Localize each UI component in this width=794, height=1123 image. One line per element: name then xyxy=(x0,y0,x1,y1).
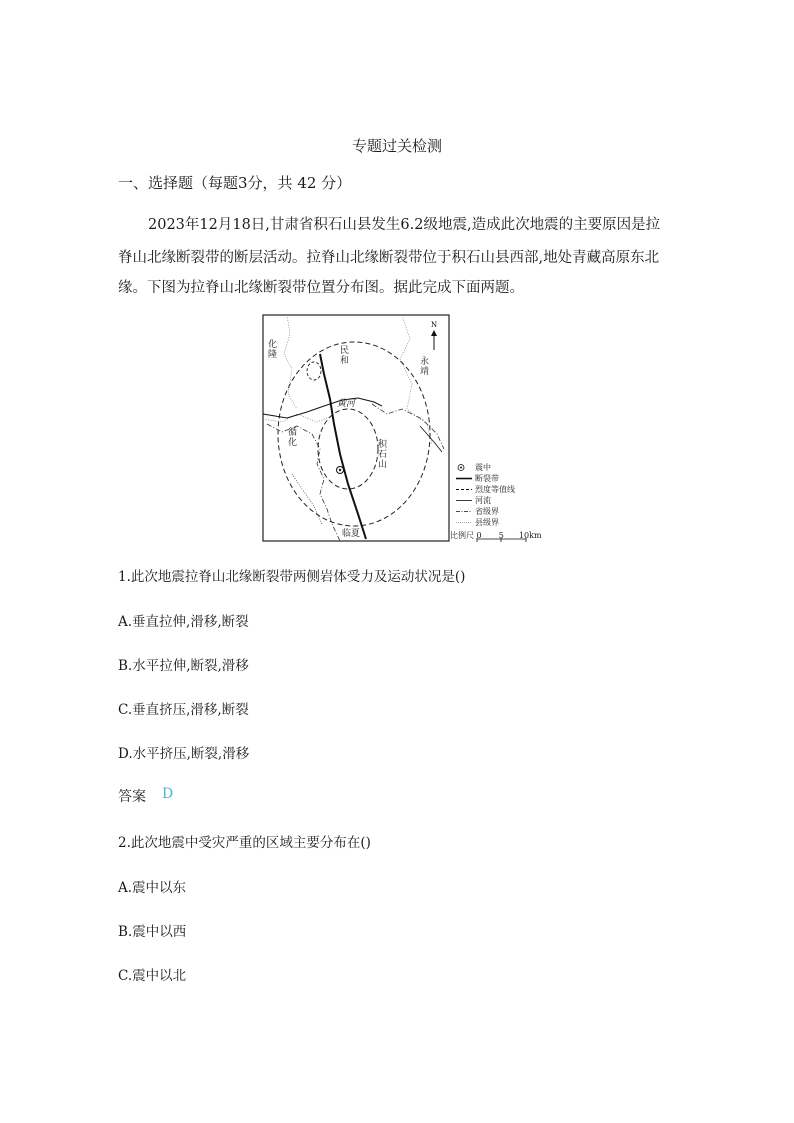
province-boundary-icon xyxy=(456,507,472,516)
scale-tick-5: 5 xyxy=(498,531,504,540)
place-yongjing: 永靖 xyxy=(420,357,430,377)
question-2-option-c[interactable]: C.震中以北 xyxy=(118,968,187,984)
answer-value: D xyxy=(162,786,174,802)
place-linxia: 临夏 xyxy=(342,529,361,539)
scale-tick-0: 0 xyxy=(476,531,482,540)
place-huanghe: 黄河 xyxy=(337,399,356,409)
page-title: 专题过关检测 xyxy=(351,137,442,155)
legend-label: 县级界 xyxy=(475,518,499,527)
legend-label: 河流 xyxy=(475,496,491,505)
scale-tick-10: 10km xyxy=(518,531,542,540)
north-label: N xyxy=(431,321,438,329)
scale-bar-line xyxy=(476,538,532,542)
legend-label: 烈度等值线 xyxy=(475,485,515,494)
question-1-option-d[interactable]: D.水平挤压,断裂,滑移 xyxy=(118,746,250,762)
question-2-option-b[interactable]: B.震中以西 xyxy=(118,924,187,940)
river-icon xyxy=(456,496,472,505)
question-1-option-b[interactable]: B.水平拉伸,断裂,滑移 xyxy=(118,658,249,674)
intro-line-1: 2023年12月18日,甘肃省积石山县发生6.2级地震,造成此次地震的主要原因是拉 xyxy=(148,217,661,233)
epicenter-icon xyxy=(456,463,472,472)
county-boundary-icon xyxy=(456,518,472,527)
epicenter-dot xyxy=(339,469,341,471)
fault-line-icon xyxy=(456,474,472,483)
question-1-option-c[interactable]: C.垂直挤压,滑移,断裂 xyxy=(118,702,249,718)
isoline-icon xyxy=(456,485,472,494)
legend-label: 断裂带 xyxy=(475,474,499,483)
intro-line-3: 缘。下图为拉脊山北缘断裂带位置分布图。据此完成下面两题。 xyxy=(118,280,524,296)
place-minhe: 民和 xyxy=(340,346,350,366)
answer-label: 答案 xyxy=(118,789,146,805)
question-1-stem: 1.此次地震拉脊山北缘断裂带两侧岩体受力及运动状况是() xyxy=(118,569,466,585)
place-hualong: 化隆 xyxy=(268,340,278,360)
place-jishishan: 积石山 xyxy=(378,440,388,470)
place-xunhua: 循化 xyxy=(288,428,298,448)
intro-line-2: 脊山北缘断裂带的断层活动。拉脊山北缘断裂带位于积石山县西部,地处青藏高原东北 xyxy=(118,250,660,266)
scale-label: 比例尺 xyxy=(450,531,474,540)
question-2-option-a[interactable]: A.震中以东 xyxy=(118,880,187,896)
section-heading: 一、选择题（每题3分，共 42 分） xyxy=(118,174,352,192)
question-1-option-a[interactable]: A.垂直拉伸,滑移,断裂 xyxy=(118,614,249,630)
legend-label: 震中 xyxy=(475,463,491,472)
legend-label: 省级界 xyxy=(475,507,499,516)
question-2-stem: 2.此次地震中受灾严重的区域主要分布在() xyxy=(118,835,371,851)
